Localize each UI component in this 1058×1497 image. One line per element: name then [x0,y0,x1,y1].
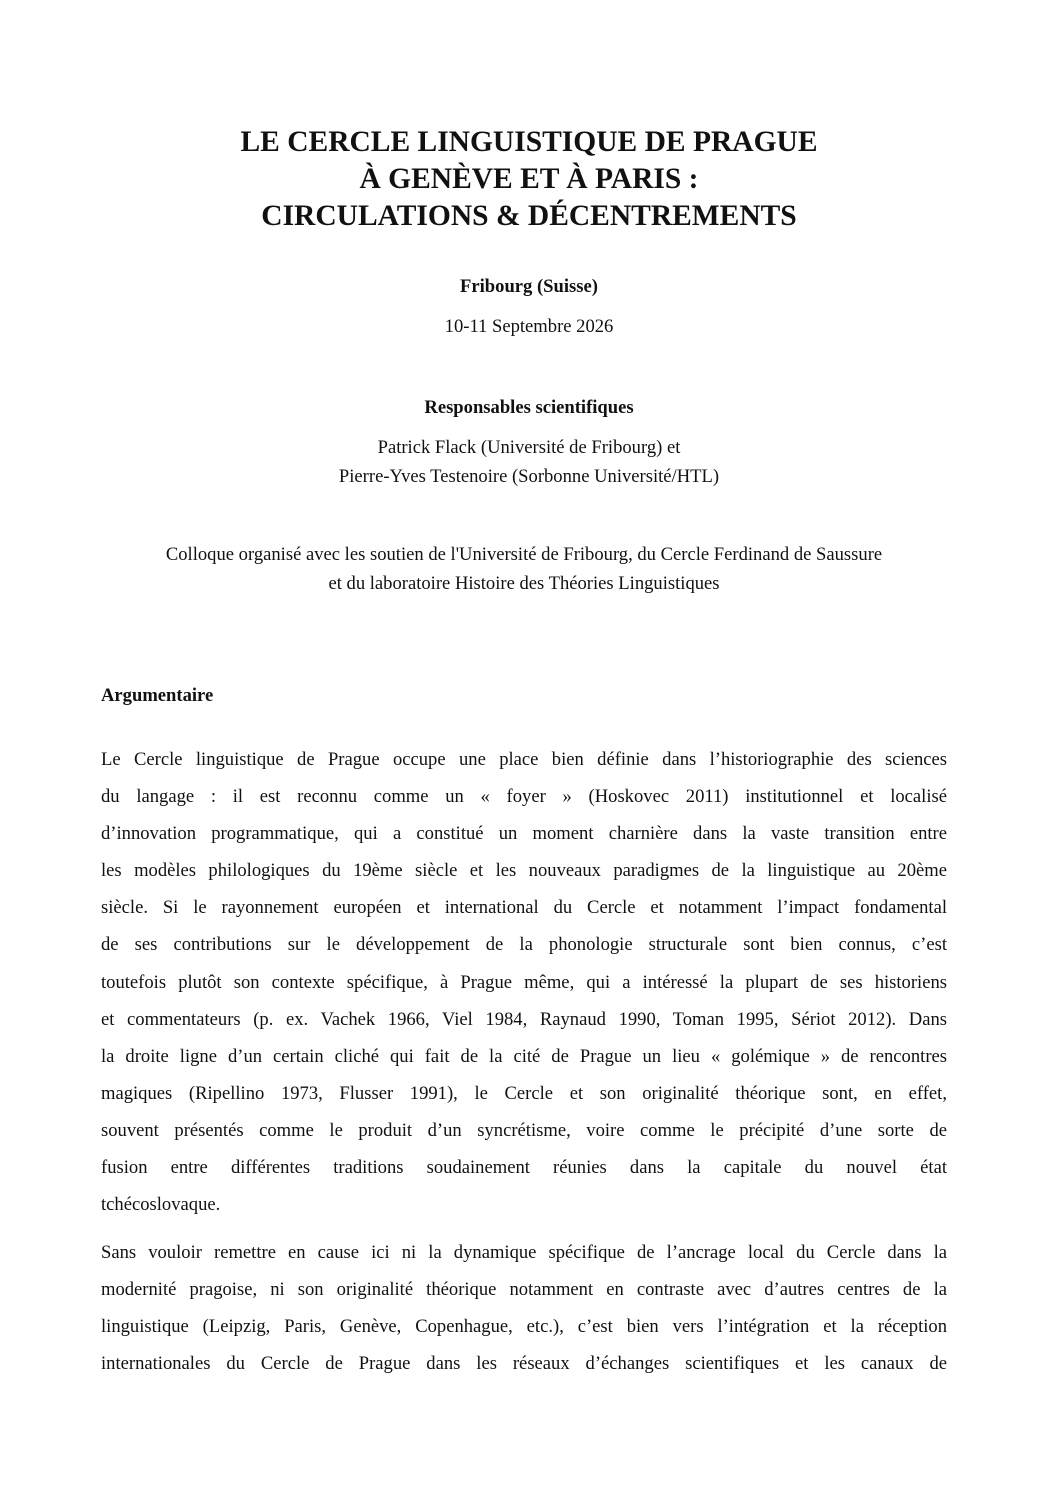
paragraph-line: tchécoslovaque. [101,1194,221,1216]
paragraph-line: toutefois plutôt son contexte spécifique, à Prague même, qui a intéressé la plupart de ses historiens [101,971,947,993]
support-line: Colloque organisé avec les soutien de l'Université de Fribourg, du Cercle Ferdinand de Saussure [165,544,883,565]
paragraph-line: d’innovation programmatique, qui a constitué un moment charnière dans la vaste transition entre [101,823,947,845]
title-line: À GENÈVE ET À PARIS : [359,163,699,195]
paragraph-line: modernité pragoise, ni son originalité théorique notamment en contraste avec d’autres centres de la [101,1279,947,1301]
document-title [0,124,1058,235]
body-paragraph [101,741,947,1223]
paragraph-line: la droite ligne d’un certain cliché qui fait de la cité de Prague un lieu « golémique » de rencontres [101,1045,947,1067]
organizer-line: Pierre-Yves Testenoire (Sorbonne Université/HTL) [338,466,720,487]
support-line: et du laboratoire Histoire des Théories Linguistiques [328,573,720,594]
paragraph-line: souvent présentés comme le produit d’un syncrétisme, voire comme le précipité d’une sorte de [101,1119,947,1141]
support-statement [100,540,948,598]
paragraph-line: magiques (Ripellino 1973, Flusser 1991), le Cercle et son originalité théorique sont, en effet, [101,1082,947,1104]
paragraph-line: Sans vouloir remettre en cause ici ni la dynamique spécifique de l’ancrage local du Cercle dans la [101,1242,947,1263]
event-date: 10-11 Septembre 2026 [444,316,614,337]
event-location: Fribourg (Suisse) [460,276,598,297]
organizers-heading: Responsables scientifiques [424,397,634,418]
paragraph-line: Le Cercle linguistique de Prague occupe une place bien définie dans l’historiographie des sciences [101,749,947,770]
organizer-line: Patrick Flack (Université de Fribourg) et [377,437,681,458]
paragraph-line: linguistique (Leipzig, Paris, Genève, Copenhague, etc.), c’est bien vers l’intégration et la réception [101,1316,947,1338]
title-line: LE CERCLE LINGUISTIQUE DE PRAGUE [240,126,818,158]
paragraph-line: internationales du Cercle de Prague dans les réseaux d’échanges scientifiques et les canaux de [101,1353,947,1375]
paragraph-line: les modèles philologiques du 19ème siècle et les nouveaux paradigmes de la linguistique au 20ème [101,860,947,882]
paragraph-line: et commentateurs (p. ex. Vachek 1966, Viel 1984, Raynaud 1990, Toman 1995, Sériot 2012). Dans [101,1008,947,1030]
paragraph-line: de ses contributions sur le développement de la phonologie structurale sont bien connus, c’est [101,934,947,956]
title-line: CIRCULATIONS & DÉCENTREMENTS [261,200,797,232]
paragraph-line: fusion entre différentes traditions soudainement réunies dans la capitale du nouvel état [101,1157,947,1179]
paragraph-line: siècle. Si le rayonnement européen et international du Cercle et notamment l’impact fondamental [101,897,947,919]
organizers-list [0,433,1058,491]
paragraph-line: du langage : il est reconnu comme un « foyer » (Hoskovec 2011) institutionnel et localisé [101,786,947,808]
section-heading-argumentaire: Argumentaire [101,685,214,706]
body-paragraph [101,1234,947,1382]
